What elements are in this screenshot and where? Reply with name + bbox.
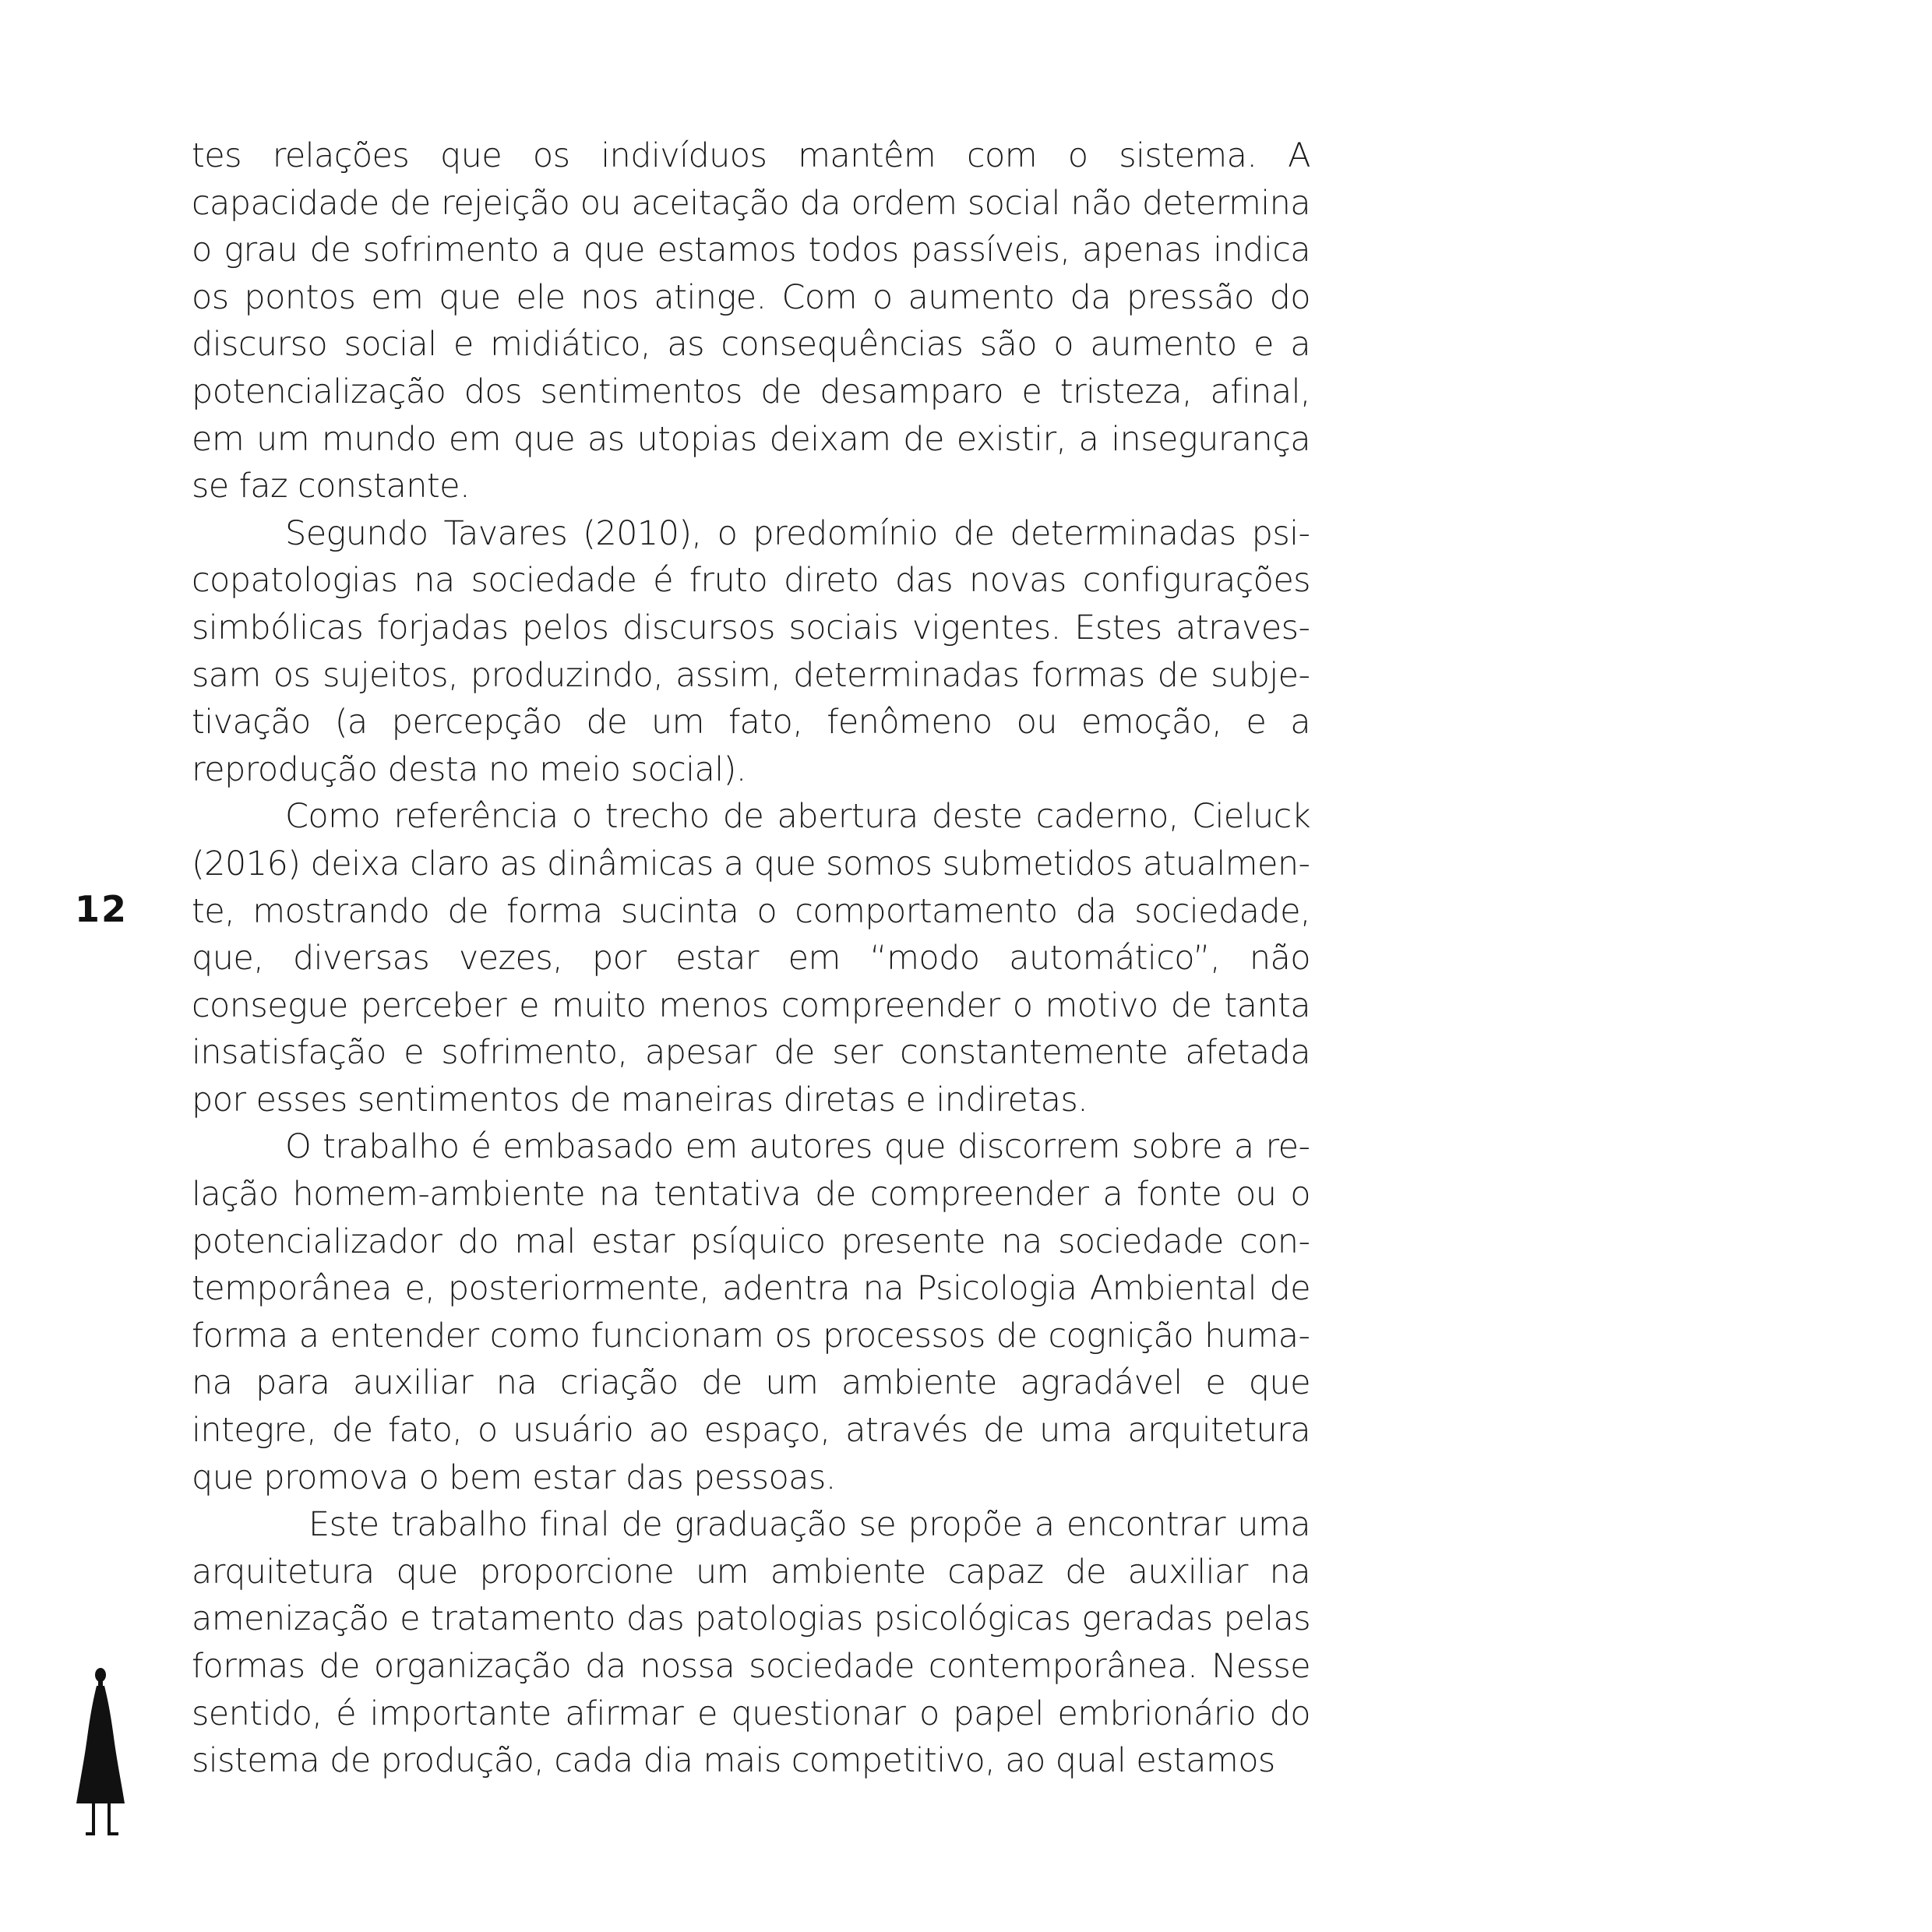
body-text	[192, 132, 1310, 1785]
paragraph-3: Como referência o trecho de abertura deste caderno, Cieluck (2016) deixa claro as dinâmicas a que somos submetidos atualmente, mostrando de forma sucinta o comportamento da sociedade, que, diversas vezes, por estar em “modo automático”, não consegue perceber e muito menos compreender o motivo de tanta insatisfação e sofrimento, apesar de ser constantemente afetada por esses sentimentos de maneiras diretas e indiretas.	[192, 797, 1310, 1119]
paragraph-1: tes relações que os indivíduos mantêm com o sistema. A capacidade de rejeição ou aceitação da ordem social não determina o grau de sofrimento a que estamos todos passíveis, apenas indica os pontos em que ele nos atinge. Com o aumento da pressão do discurso social e midiático, as consequências são o aumento e a potencialização dos sentimentos de desamparo e tristeza, afinal, em um mundo em que as utopias deixam de existir, a insegurança se faz constante.	[192, 136, 1310, 506]
paragraph-4: O trabalho é embasado em autores que discorrem sobre a relação homem-ambiente na tentativa de compreender a fonte ou o potencializador do mal estar psíquico presente na sociedade contemporânea e, posteriormente, adentra na Psicologia Ambiental de forma a entender como funcionam os processos de cognição humana para auxiliar na criação de um ambiente agradável e que integre, de fato, o usuário ao espaço, através de uma arquitetura que promova o bem estar das pessoas.	[192, 1127, 1310, 1497]
paragraph-5: Este trabalho final de graduação se propõe a encontrar uma arquitetura que proporcione um ambiente capaz de auxiliar na amenização e tratamento das patologias psicológicas geradas pelas formas de organização da nossa sociedade contemporânea. Nesse sentido, é importante afirmar e questionar o papel embrionário do sistema de produção, cada dia mais competitivo, ao qual estamos	[192, 1505, 1310, 1781]
page-number: 12	[75, 888, 129, 930]
paragraph-2: Segundo Tavares (2010), o predomínio de determinadas psicopatologias na sociedade é fruto direto das novas configurações simbólicas forjadas pelos discursos sociais vigentes. Estes atravessam os sujeitos, produzindo, assim, determinadas formas de subjetivação (a percepção de um fato, fenômeno ou emoção, e a reprodução desta no meio social).	[192, 513, 1310, 789]
standing-figure-icon	[75, 1667, 126, 1839]
